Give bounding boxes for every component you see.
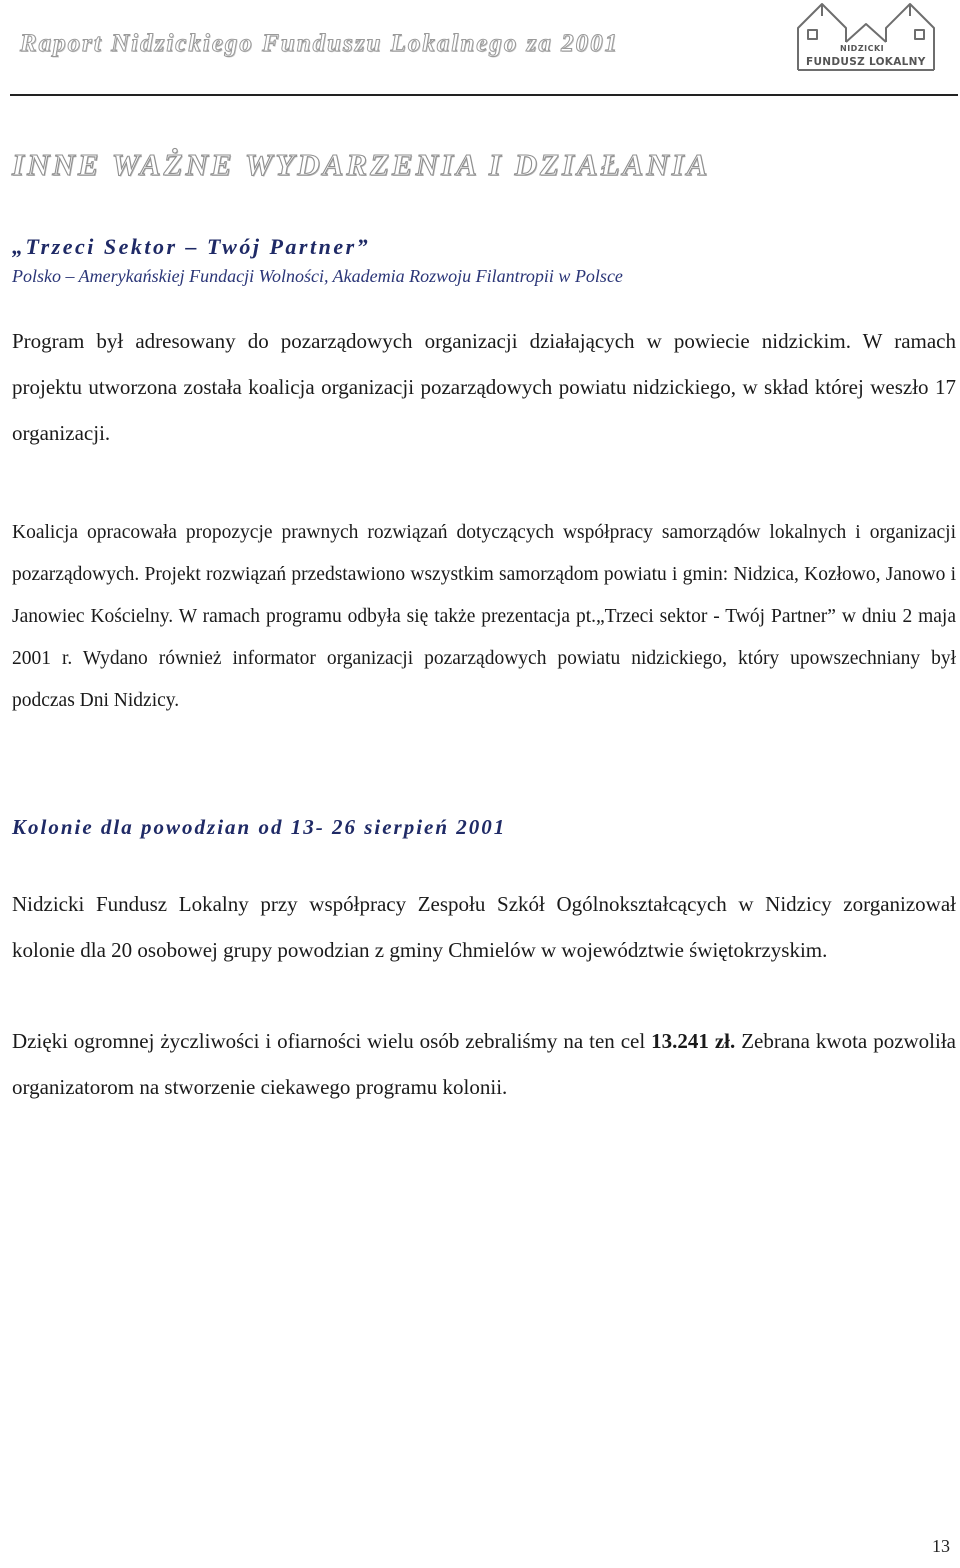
kolonie-paragraph-2-end: Zebrana kwota pozwoliła organizatorom na stworzenie ciekawego programu kolonii. <box>12 1029 957 1099</box>
running-title: Raport Nidzickiego Funduszu Lokalnego za 2001 <box>20 30 620 57</box>
fundusz-logo <box>790 0 938 74</box>
kolonie-paragraph-2 <box>12 1018 956 1110</box>
header-divider <box>10 94 958 96</box>
collected-amount: 13.241 zł. <box>651 1029 736 1053</box>
section-title: INNE WAŻNE WYDARZENIA I DZIAŁANIA <box>12 146 711 182</box>
kolonie-paragraph-1: Nidzicki Fundusz Lokalny przy współpracy Zespołu Szkół Ogólnokształcących w Nidzicy zorganizował kolonie dla 20 osobowej grupy powodzian z gminy Chmielów w województwie świętokrzyskim. <box>12 892 956 962</box>
kolonie-title: Kolonie dla powodzian od 13- 26 sierpień 2001 <box>12 815 507 839</box>
logo-text-fundusz: FUNDUSZ LOKALNY <box>806 56 926 68</box>
program-paragraph-2: Koalicja opracowała propozycje prawnych rozwiązań dotyczących współpracy samorządów lokalnych i organizacji pozarządowych. Projekt rozwiązań przedstawiono wszystkim samorządom powiatu i gmin: Nidzica, Kozłowo, Janowo i Janowiec Kościelny. W ramach programu odbyła się także prezentacja pt.„Trzeci sektor - Twój Partner” w dniu 2 maja 2001 r. Wydano również informator organizacji pozarządowych powiatu nidzickiego, który upowszechniany był podczas Dni Nidzicy. <box>12 522 956 711</box>
running-header <box>0 0 960 96</box>
page-number: 13 <box>932 1536 950 1556</box>
logo-text-nidzicki: NIDZICKI <box>840 44 885 53</box>
kolonie-paragraph-2-start: Dzięki ogromnej życzliwości i ofiarności wielu osób zebraliśmy na ten cel <box>12 1029 652 1053</box>
program-paragraph-1: Program był adresowany do pozarządowych organizacji działających w powiecie nidzickim. W ramach projektu utworzona została koalicja organizacji pozarządowych powiatu nidzickiego, w skład której weszło 17 organizacji. <box>12 329 956 445</box>
program-title: „Trzeci Sektor – Twój Partner” <box>12 234 371 259</box>
program-subtitle: Polsko – Amerykańskiej Fundacji Wolności, Akademia Rozwoju Filantropii w Polsce <box>12 266 623 286</box>
